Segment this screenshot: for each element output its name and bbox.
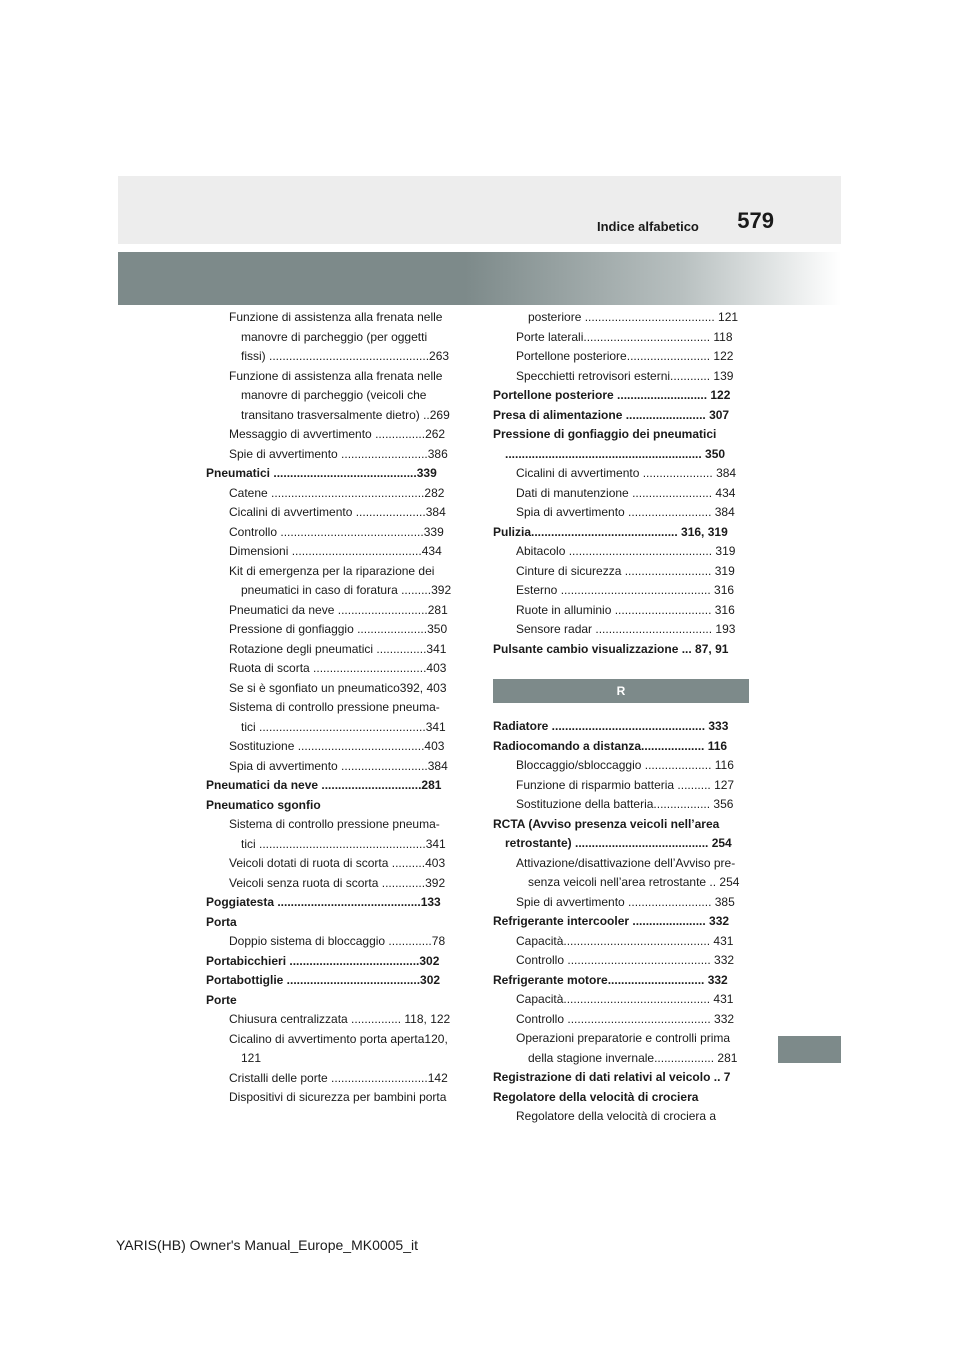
- index-entry-sub: Spia di avvertimento ......................... 384: [516, 505, 735, 519]
- index-entry-sub: Cristalli delle porte .............................142: [229, 1070, 448, 1085]
- index-entry-sub: senza veicoli nell’area retrostante .. 254: [528, 875, 740, 889]
- index-entry-main: Portabicchieri .......................................302: [206, 953, 440, 968]
- index-entry-sub: Spie di avvertimento ......................... 385: [516, 894, 735, 909]
- index-entry-sub: manovre di parcheggio (veicoli che: [241, 388, 427, 402]
- index-entry-sub: Controllo ........................................... 332: [516, 953, 735, 967]
- index-entry-sub: Esterno ............................................. 316: [516, 583, 735, 597]
- index-entry-sub: Funzione di risparmio batteria .......... 127: [516, 777, 735, 792]
- index-entry-sub: transitano trasversalmente dietro) ..269: [241, 407, 450, 422]
- index-entry-sub: Dimensioni .......................................434: [229, 544, 442, 558]
- index-entry-main: Pneumatico sgonfio: [206, 797, 321, 812]
- index-entry-sub: pneumatici in caso di foratura .........392: [241, 583, 452, 597]
- index-entry-sub: Se si è sgonfiato un pneumatico392, 403: [229, 680, 447, 695]
- index-entry-main: Refrigerante intercooler ...................... 332: [493, 914, 730, 928]
- index-entry-main: Portellone posteriore ........................... 122: [493, 388, 731, 402]
- index-entry-sub: Porte laterali...................................... 118: [516, 329, 733, 344]
- index-entry-sub: Kit di emergenza per la riparazione dei: [229, 563, 435, 578]
- index-entry-main: Presa di alimentazione ........................ 307: [493, 407, 730, 422]
- index-entry-sub: Operazioni preparatorie e controlli prima: [516, 1031, 731, 1045]
- index-entry-main: Pneumatici ...........................................339: [206, 466, 437, 480]
- index-entry-sub: Sostituzione della batteria................. 356: [516, 797, 734, 811]
- index-entry-sub: Dati di manutenzione ........................ 434: [516, 485, 736, 500]
- index-entry-sub: della stagione invernale.................. 281: [528, 1050, 738, 1065]
- index-entry-main: Portabottiglie ........................................302: [206, 973, 441, 987]
- index-entry-main: Pneumatici da neve ..............................281: [206, 778, 442, 792]
- section-title: Indice alfabetico: [597, 219, 699, 234]
- index-entry-sub: Doppio sistema di bloccaggio .............78: [229, 934, 446, 948]
- index-entry-main: Registrazione di dati relativi al veicolo .. 7: [493, 1070, 731, 1084]
- index-column-right: [493, 308, 749, 1127]
- index-entry-sub: Veicoli dotati di ruota di scorta ..........403: [229, 856, 446, 870]
- index-entry-sub: tici ..................................................341: [241, 836, 446, 851]
- index-entry-sub: Veicoli senza ruota di scorta .............392: [229, 875, 446, 890]
- index-entry-main: Pressione di gonfiaggio dei pneumatici: [493, 427, 717, 441]
- header-decoration-band: [118, 252, 841, 305]
- index-entry-sub: Controllo ........................................... 332: [516, 1011, 735, 1026]
- footer: [0, 1237, 960, 1253]
- index-entry-sub: Sostituzione ......................................403: [229, 739, 445, 753]
- page-number: 579: [737, 208, 774, 233]
- index-entry-sub: Sistema di controllo pressione pneuma-: [229, 700, 440, 714]
- index-entry-main: Poggiatesta ...........................................133: [206, 895, 441, 909]
- index-entry-main: Porte: [206, 992, 237, 1007]
- index-entry-sub: 121: [241, 1051, 262, 1065]
- index-entry-sub: Regolatore della velocità di crociera a: [516, 1109, 717, 1123]
- index-entry-sub: Chiusura centralizzata ............... 118, 122: [229, 1012, 451, 1026]
- index-entry-sub: Spia di avvertimento ..........................384: [229, 758, 448, 773]
- page-header: [118, 176, 841, 244]
- index-entry-main: Radiatore .............................................. 333: [493, 719, 729, 733]
- index-entry-sub: Portellone posteriore......................... 122: [516, 349, 734, 363]
- index-column-left: [206, 308, 462, 1108]
- index-entry-sub: Cicalini di avvertimento ..................... 384: [516, 466, 737, 480]
- index-entry-sub: Attivazione/disattivazione dell’Avviso pre-: [516, 855, 736, 870]
- index-entry-sub: Specchietti retrovisori esterni............ 139: [516, 368, 734, 383]
- index-entry-sub: Abitacolo ........................................... 319: [516, 544, 736, 558]
- index-entry-sub: Spie di avvertimento ..........................386: [229, 446, 448, 461]
- index-entry-main: ........................................................... 350: [505, 446, 726, 461]
- index-entry-sub: Ruota di scorta ..................................403: [229, 661, 447, 675]
- index-entry-main: Regolatore della velocità di crociera: [493, 1089, 699, 1104]
- index-entry-sub: manovre di parcheggio (per oggetti: [241, 329, 428, 344]
- index-entry-sub: Controllo ...........................................339: [229, 524, 444, 539]
- chapter-tab-marker: [778, 1036, 841, 1063]
- index-entry-sub: Pneumatici da neve ...........................281: [229, 602, 448, 617]
- index-entry-sub: Dispositivi di sicurezza per bambini porta: [229, 1090, 447, 1104]
- index-entry-main: retrostante) ........................................ 254: [505, 836, 732, 850]
- index-entry-sub: Cinture di sicurezza .......................... 319: [516, 563, 735, 578]
- index-entry-main: RCTA (Avviso presenza veicoli nell’area: [493, 816, 720, 831]
- index-entry-sub: Catene ..............................................282: [229, 485, 445, 500]
- index-entry-sub: Messaggio di avvertimento ...............262: [229, 427, 446, 441]
- index-entry-sub: fissi) ................................................263: [241, 349, 450, 363]
- index-entry-sub: Capacità............................................ 431: [516, 933, 734, 948]
- index-entry-sub: Sensore radar ................................... 193: [516, 622, 736, 636]
- index-entry-sub: Sistema di controllo pressione pneuma-: [229, 817, 440, 831]
- index-entry-main: Radiocomando a distanza................... 116: [493, 738, 728, 753]
- index-entry-sub: Funzione di assistenza alla frenata nelle: [229, 310, 443, 324]
- index-entry-sub: Bloccaggio/sbloccaggio .................... 116: [516, 758, 734, 772]
- index-entry-main: Pulizia............................................ 316, 319: [493, 524, 728, 539]
- index-entry-sub: Funzione di assistenza alla frenata nelle: [229, 368, 443, 383]
- index-entry-sub: Ruote in alluminio ............................. 316: [516, 602, 735, 617]
- index-entry-main: Refrigerante motore............................. 332: [493, 972, 728, 987]
- index-entry-sub: Pressione di gonfiaggio .....................350: [229, 622, 448, 636]
- index-entry-sub: tici ..................................................341: [241, 719, 446, 734]
- index-entry-main: Pulsante cambio visualizzazione ... 87, 91: [493, 641, 729, 656]
- index-entry-sub: posteriore ....................................... 121: [528, 310, 739, 324]
- letter-divider: R: [493, 679, 749, 703]
- footer-text: YARIS(HB) Owner's Manual_Europe_MK0005_it: [116, 1237, 418, 1253]
- index-entry-sub: Cicalini di avvertimento .....................384: [229, 505, 446, 519]
- index-entry-sub: Rotazione degli pneumatici ...............341: [229, 641, 447, 656]
- index-entry-main: Porta: [206, 914, 237, 929]
- index-entry-sub: Cicalino di avvertimento porta aperta120,: [229, 1031, 448, 1046]
- index-entry-sub: Capacità............................................ 431: [516, 992, 734, 1006]
